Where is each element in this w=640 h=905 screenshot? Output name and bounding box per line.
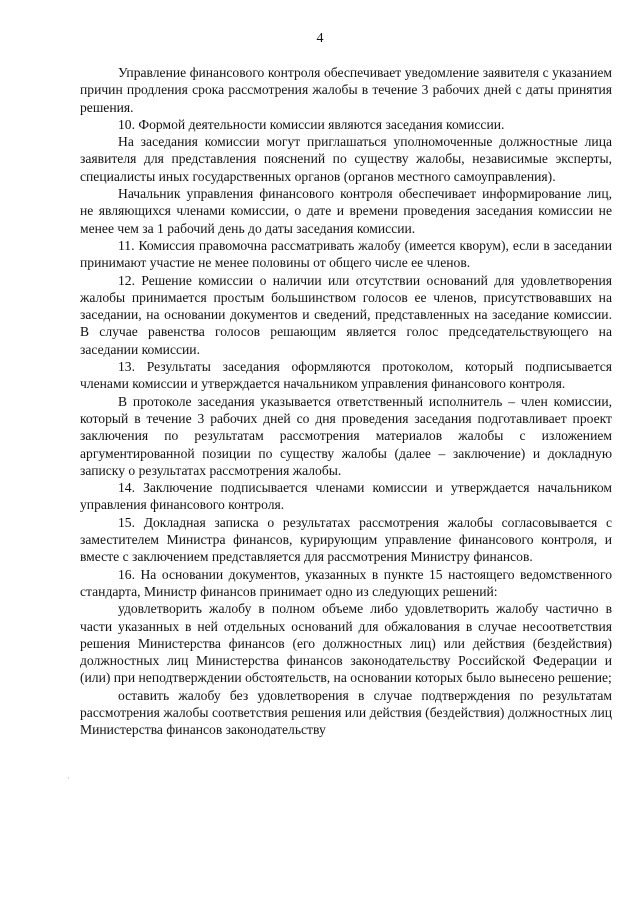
paragraph: 16. На основании документов, указанных в пункте 15 настоящего ведомственного стандарта, Министр финансов принимает одно из следующих решений: [80,566,612,599]
paragraph: В протоколе заседания указывается ответственный исполнитель – член комиссии, который в течение 3 рабочих дней со дня проведения заседания подготавливает проект заключения по результатам рассмотрения материалов жалобы с изложением аргументированной позиции по существу жалобы (далее – заключение) и докладную записку о результатах рассмотрения жалобы. [80,393,612,478]
document-body [80,64,612,739]
paragraph: оставить жалобу без удовлетворения в случае подтверждения по результатам рассмотрения жалобы соответствия решения или действия (бездействия) должностных лиц Министерства финансов законодательству [80,687,612,738]
paragraph: 12. Решение комиссии о наличии или отсутствии оснований для удовлетворения жалобы принимается простым большинством голосов ее членов, присутствовавших на заседании, на основании документов и сведений, представленных на заседание комиссии. В случае равенства голосов решающим является голос председательствующего на заседании комиссии. [80,272,612,357]
paragraph: На заседания комиссии могут приглашаться уполномоченные должностные лица заявителя для представления пояснений по существу жалобы, независимые эксперты, специалисты иных государственных органов (органов местного самоуправления). [80,134,612,184]
paragraph: 10. Формой деятельности комиссии являются заседания комиссии. [118,116,505,132]
page-number: 4 [316,31,324,46]
paragraph: удовлетворить жалобу в полном объеме либо удовлетворить жалобу частично в части указанных в ней отдельных оснований для обжалования в случае несоответствия решения Министерства финансов (его должностных лиц) или действия (бездействия) должностных лиц Министерства финансов законодательству Российской Федерации и (или) при неподтверждении обстоятельств, на основании которых было вынесено решение; [80,601,612,686]
paragraph: 14. Заключение подписывается членами комиссии и утверждается начальником управления финансового контроля. [80,480,612,513]
scan-speck: · [67,774,70,783]
paragraph: Управление финансового контроля обеспечивает уведомление заявителя с указанием причин продления срока рассмотрения жалобы в течение 3 рабочих дней с даты принятия решения. [80,65,612,115]
paragraph: Начальник управления финансового контроля обеспечивает информирование лиц, не являющихся членами комиссии, о дате и времени проведения заседания комиссии не менее чем за 1 рабочий день до даты заседания комиссии. [80,186,612,236]
paragraph: 11. Комиссия правомочна рассматривать жалобу (имеется кворум), если в заседании принимают участие не менее половины от общего числе ее членов. [80,237,612,271]
paragraph: 13. Результаты заседания оформляются протоколом, который подписывается членами комиссии и утверждается начальником управления финансового контроля. [80,359,612,392]
paragraph: 15. Докладная записка о результатах рассмотрения жалобы согласовывается с заместителем Министра финансов, курирующим управление финансового контроля, и вместе с заключением представляется для рассмотрения Министру финансов. [80,514,612,565]
